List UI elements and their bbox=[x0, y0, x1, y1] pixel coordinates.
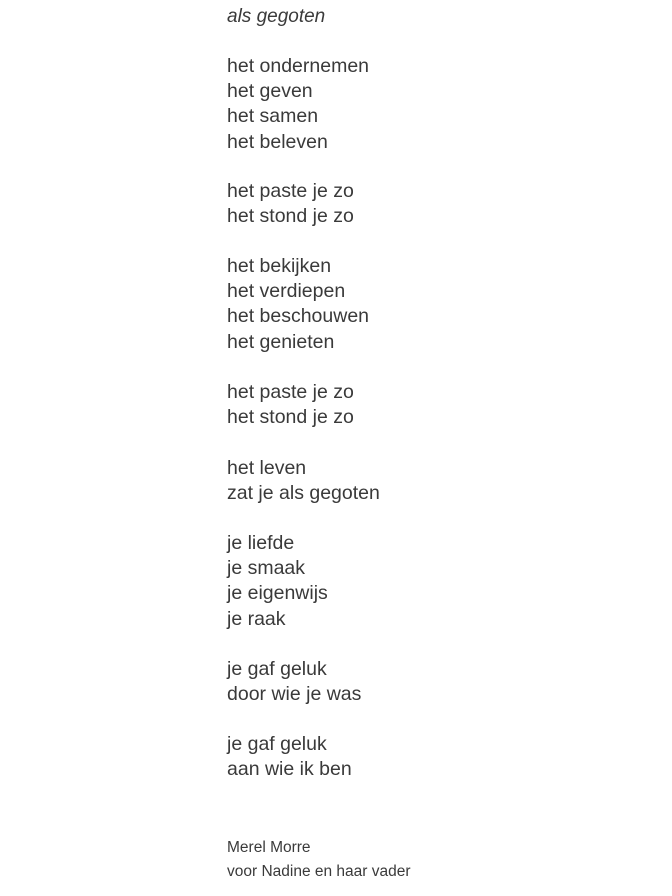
poem-line: je gaf geluk bbox=[227, 733, 327, 755]
poem-line: het paste je zo bbox=[227, 180, 354, 202]
poem-line: je smaak bbox=[227, 557, 306, 580]
poem-line: het genieten bbox=[227, 330, 335, 353]
poem-line: het paste je zo bbox=[227, 381, 354, 403]
stanza-7 bbox=[227, 657, 361, 707]
poem-line: het verdiepen bbox=[227, 280, 346, 303]
poem-line: door wie je was bbox=[227, 683, 362, 706]
stanza-1 bbox=[227, 54, 369, 155]
stanza-4 bbox=[227, 380, 354, 430]
poem-line: je eigenwijs bbox=[227, 582, 328, 605]
stanza-3 bbox=[227, 254, 369, 355]
credits bbox=[227, 836, 411, 884]
poem-line: je liefde bbox=[227, 532, 295, 554]
poem-title: als gegoten bbox=[227, 6, 326, 27]
poem-line: het ondernemen bbox=[227, 55, 370, 77]
dedication: voor Nadine en haar vader bbox=[227, 863, 411, 880]
poem-line: zat je als gegoten bbox=[227, 482, 380, 505]
stanza-8 bbox=[227, 732, 352, 782]
poem-line: je raak bbox=[227, 607, 286, 630]
poem-line: het samen bbox=[227, 105, 319, 128]
poem-line: het stond je zo bbox=[227, 205, 354, 228]
author-name: Merel Morre bbox=[227, 839, 311, 856]
stanza-5 bbox=[227, 456, 380, 506]
poem-line: het beleven bbox=[227, 130, 328, 153]
stanza-6 bbox=[227, 531, 328, 632]
poem-line: het bekijken bbox=[227, 255, 332, 277]
poem-line: aan wie ik ben bbox=[227, 758, 352, 781]
poem-line: het leven bbox=[227, 457, 307, 479]
poem-line: je gaf geluk bbox=[227, 658, 327, 680]
stanza-2 bbox=[227, 179, 354, 229]
poem-line: het geven bbox=[227, 80, 313, 103]
poem-line: het stond je zo bbox=[227, 406, 354, 429]
poem-line: het beschouwen bbox=[227, 305, 370, 328]
